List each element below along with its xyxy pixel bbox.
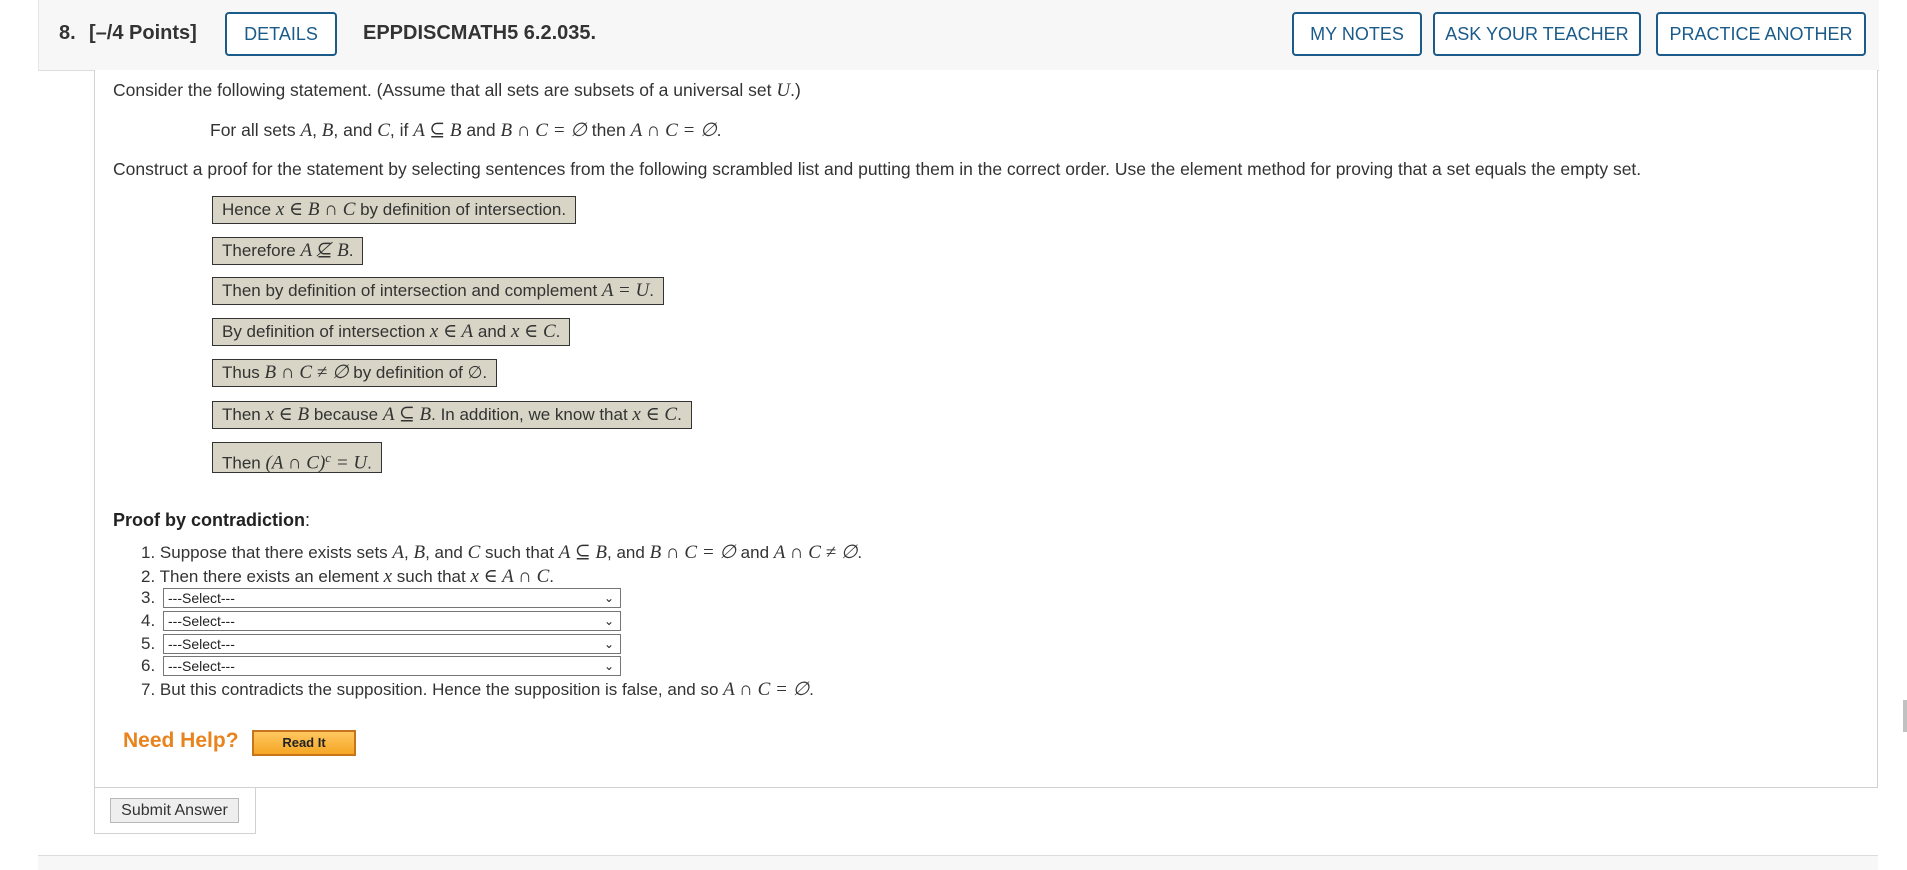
choice-text: because <box>309 405 383 424</box>
proof-title-colon: : <box>305 510 311 530</box>
choice-math: x ∈ B <box>265 404 310 425</box>
proof-step-1 <box>141 541 862 564</box>
choice-text: . <box>348 241 354 260</box>
step-number: 4. <box>141 611 156 630</box>
step-text: , and <box>425 543 468 562</box>
choice-text: Therefore <box>222 241 301 260</box>
step-math: A ∩ C = ∅ <box>723 679 810 700</box>
choice-math: A ⊆ B <box>382 404 432 425</box>
step-math: A <box>392 542 404 563</box>
statement-text: then <box>586 120 631 140</box>
step-text: . <box>549 567 554 586</box>
choice-text: by definition of ∅. <box>348 363 488 382</box>
step-4-select[interactable] <box>163 611 621 631</box>
question-header <box>38 0 1879 71</box>
step-text: . <box>857 543 863 562</box>
step-text: , and <box>607 543 650 562</box>
chevron-down-icon: ⌄ <box>603 591 614 605</box>
statement-text: For all sets <box>210 120 301 140</box>
choice-text: . In addition, we know that <box>431 405 633 424</box>
choice-text: . <box>649 281 654 300</box>
choice-text: Then <box>222 405 266 424</box>
read-it-button[interactable]: Read It <box>252 730 356 756</box>
step-number: 2. <box>141 567 156 586</box>
intro-universal-set: U <box>776 80 791 101</box>
choice-math: = U <box>331 452 368 474</box>
step-number: 1. <box>141 543 156 562</box>
step-text: such that <box>392 567 471 586</box>
choice-math: (A ∩ C) <box>265 452 326 474</box>
question-points: [–/4 Points] <box>89 22 197 44</box>
step-text: such that <box>480 543 559 562</box>
step-6-select[interactable] <box>163 656 621 676</box>
select-value: ---Select--- <box>168 613 235 629</box>
statement <box>210 119 722 142</box>
need-help-label: Need Help? <box>123 729 239 752</box>
step-number: 5. <box>141 634 156 653</box>
choice-math: x ∈ A <box>429 321 474 342</box>
chevron-down-icon: ⌄ <box>603 637 614 651</box>
choice-text: . <box>677 405 682 424</box>
choice-item[interactable] <box>212 442 382 473</box>
statement-text: , <box>312 120 322 140</box>
choice-text: Thus <box>222 363 265 382</box>
choice-text: By definition of intersection <box>222 322 430 341</box>
statement-text: . <box>716 120 722 140</box>
choice-item[interactable] <box>212 359 497 387</box>
choice-item[interactable] <box>212 196 576 224</box>
question-number: 8. <box>59 22 76 44</box>
proof-title-text: Proof by contradiction <box>113 510 306 530</box>
select-value: ---Select--- <box>168 636 235 652</box>
details-button[interactable]: DETAILS <box>225 12 337 56</box>
intro-post: .) <box>790 80 801 100</box>
choice-math: A = U <box>601 280 650 301</box>
proof-step-7 <box>141 678 814 701</box>
choice-text: and <box>473 322 511 341</box>
step-math: x ∈ A ∩ C <box>470 566 550 587</box>
question-code: EPPDISCMATH5 6.2.035. <box>363 22 597 44</box>
step-text: , <box>404 543 414 562</box>
step-5-select[interactable] <box>163 634 621 654</box>
choice-superscript: c <box>325 450 332 465</box>
instructions: Construct a proof for the statement by selecting sentences from the following scrambled list and putting them in the correct order. Use the element method for proving that a set equals the empty set. <box>113 159 1642 179</box>
statement-math: A ∩ C = ∅ <box>630 120 717 141</box>
choice-text: Then by definition of intersection and complement <box>222 281 602 300</box>
step-text: Then there exists an element <box>159 567 384 586</box>
choice-math: B ∩ C ≠ ∅ <box>264 362 349 383</box>
step-number: 7. <box>141 680 156 699</box>
my-notes-button[interactable]: MY NOTES <box>1292 12 1422 56</box>
step-number: 6. <box>141 656 156 675</box>
step-text: and <box>735 543 774 562</box>
choice-text: Hence <box>222 200 276 219</box>
choice-item[interactable] <box>212 277 664 305</box>
choice-math: x ∈ C <box>510 321 556 342</box>
select-value: ---Select--- <box>168 658 235 674</box>
step-text: . <box>809 680 814 699</box>
step-3-select[interactable] <box>163 588 621 608</box>
choice-item[interactable] <box>212 401 692 429</box>
step-text: But this contradicts the supposition. Hence the supposition is false, and so <box>159 680 724 699</box>
choice-text: by definition of intersection. <box>355 200 567 219</box>
step-math: A ∩ C ≠ ∅ <box>773 542 858 563</box>
practice-another-button[interactable]: PRACTICE ANOTHER <box>1656 12 1866 56</box>
choice-math: x ∈ B ∩ C <box>275 199 356 220</box>
intro-pre: Consider the following statement. (Assume that all sets are subsets of a universal set <box>113 80 777 100</box>
choice-item[interactable] <box>212 318 570 346</box>
proof-title <box>113 510 310 531</box>
intro-text <box>113 80 801 102</box>
step-math: C <box>467 542 481 563</box>
statement-math: A ⊆ B <box>413 120 462 141</box>
step-math: B ∩ C = ∅ <box>649 542 736 563</box>
choice-math: A ⊈ B <box>300 240 349 261</box>
statement-text: , and <box>333 120 378 140</box>
statement-math: B <box>321 120 334 141</box>
step-math: x <box>383 566 393 587</box>
step-math: A ⊆ B <box>558 542 608 563</box>
choice-text: . <box>555 322 561 341</box>
submit-answer-button[interactable]: Submit Answer <box>110 798 239 823</box>
proof-step-2 <box>141 565 554 588</box>
step-number: 3. <box>141 588 156 607</box>
step-math: B <box>413 542 426 563</box>
choice-math: x ∈ C <box>632 404 678 425</box>
next-question-header <box>38 855 1878 870</box>
choice-text: Then <box>222 453 266 473</box>
statement-text: , if <box>389 120 414 140</box>
statement-text: and <box>461 120 501 140</box>
select-value: ---Select--- <box>168 590 235 606</box>
statement-math: A <box>300 120 313 141</box>
choice-text: . <box>367 453 372 473</box>
choice-item[interactable] <box>212 237 363 265</box>
statement-math: C <box>377 120 390 141</box>
scrollbar-thumb[interactable] <box>1903 700 1907 732</box>
ask-your-teacher-button[interactable]: ASK YOUR TEACHER <box>1433 12 1641 56</box>
statement-math: B ∩ C = ∅ <box>500 120 587 141</box>
step-text: Suppose that there exists sets <box>159 543 393 562</box>
chevron-down-icon: ⌄ <box>603 659 614 673</box>
chevron-down-icon: ⌄ <box>603 614 614 628</box>
